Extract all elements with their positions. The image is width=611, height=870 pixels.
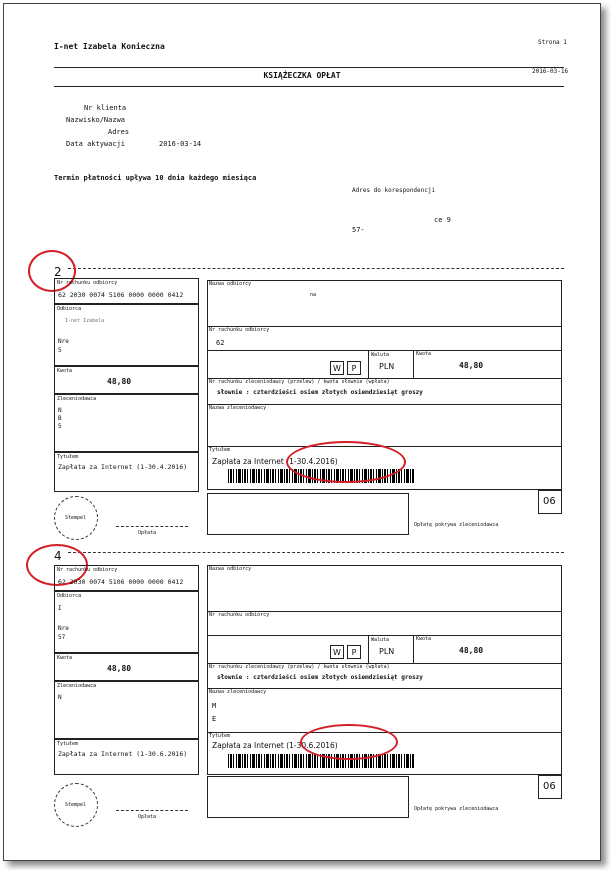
currency-field: [368, 635, 414, 663]
field-label: Odbiorca: [57, 593, 82, 599]
recipient-line3: 5: [58, 347, 62, 354]
field-label: Zleceniodawca: [57, 396, 97, 402]
field-label: Kwota: [416, 636, 432, 642]
annotation-circle: [286, 441, 406, 483]
slip-marker: 4: [54, 549, 62, 563]
payer-line3: 5: [58, 423, 62, 430]
field-label: Nr rachunku zleceniodawcy (przelew) / kwota słownie (wpłata): [209, 664, 390, 670]
recipient-name-value: na: [310, 292, 317, 298]
field-label: Zleceniodawca: [57, 683, 97, 689]
amount-in-words: słownie : czterdzieści osiem złotych osiemdziesiąt groszy: [217, 389, 423, 396]
fee-label: Opłata: [138, 530, 157, 536]
document-page: [3, 3, 601, 861]
right-amount-value: 48,80: [459, 361, 484, 370]
left-account-number: 62 2030 0074 5106 0000 0000 0412: [58, 578, 184, 586]
field-label: Kwota: [416, 351, 432, 357]
title-value: Zapłata za Internet (1-30.4.2016): [58, 463, 188, 471]
amount-value: 48,80: [107, 664, 132, 673]
amount-field: [54, 366, 199, 394]
field-label: Nazwa zleceniodawcy: [209, 405, 267, 411]
field-label: Nazwa odbiorcy: [209, 566, 252, 572]
recipient-field: [54, 304, 199, 366]
slip-marker: 2: [54, 265, 62, 279]
header-rule: [54, 67, 564, 68]
field-label: Waluta: [371, 352, 390, 358]
payer-line2: B: [58, 415, 62, 422]
right-title-value: Zapłata za Internet (1-30.6.2016): [212, 741, 338, 750]
field-label: Nr rachunku zleceniodawcy (przelew) / kwota słownie (wpłata): [209, 379, 390, 385]
document-title: KSIĄŻECZKA OPŁAT: [263, 71, 341, 80]
p-box: P: [347, 361, 361, 375]
field-label: Nr rachunku odbiorcy: [209, 327, 270, 333]
title-value: Zapłata za Internet (1-30.6.2016): [58, 750, 188, 758]
fee-line: [116, 526, 188, 527]
p-box: P: [347, 645, 361, 659]
field-label: Nr rachunku odbiorcy: [209, 612, 270, 618]
payer-line1: N: [58, 694, 62, 701]
recipient-line1: I: [58, 605, 62, 612]
left-account-field: [54, 278, 199, 304]
right-title-value: Zapłata za Internet (1-30.4.2016): [212, 457, 338, 466]
field-label: Waluta: [371, 637, 390, 643]
recipient-field: [54, 591, 199, 653]
currency-value: PLN: [379, 647, 395, 656]
field-label: Nazwa odbiorcy: [209, 281, 252, 287]
field-label: Kwota: [57, 655, 73, 661]
corner-number: 06: [543, 496, 556, 507]
corner-number-box: [538, 775, 562, 799]
right-payer-line2: E: [212, 715, 217, 723]
recipient-line3: 57: [58, 634, 66, 641]
left-account-field: [54, 565, 199, 591]
activation-date: 2016-03-14: [159, 140, 202, 148]
fee-label: Opłata: [138, 814, 157, 820]
company-name: I-net Izabela Konieczna: [54, 42, 165, 51]
corner-number: 06: [543, 781, 556, 792]
w-box: W: [330, 645, 344, 659]
recipient-line2: Nre: [58, 625, 69, 632]
fee-note: Opłatę pokrywa zleceniodawca: [414, 806, 499, 812]
activation-label: Data aktywacji: [66, 140, 126, 148]
page-number: Strona 1: [538, 39, 567, 46]
title-rule: [54, 86, 564, 87]
field-label: Nr rachunku odbiorcy: [57, 567, 118, 573]
fee-note: Opłatę pokrywa zleceniodawca: [414, 522, 499, 528]
field-label: Odbiorca: [57, 306, 82, 312]
cut-line: [68, 268, 564, 269]
title-field: [54, 452, 199, 492]
cut-line: [68, 552, 564, 553]
recipient-line2: Nre: [58, 338, 69, 345]
recipient-line1: I-net Izabela: [65, 318, 105, 324]
w-box: W: [330, 361, 344, 375]
payer-field: [54, 394, 199, 452]
field-label: Nazwa zleceniodawcy: [209, 689, 267, 695]
left-account-number: 62 2030 0074 5106 0000 0000 0412: [58, 291, 184, 299]
stamp-label: Stempel: [65, 515, 87, 521]
amount-value: 48,80: [107, 377, 132, 386]
annotation-circle: [300, 724, 398, 760]
fee-line: [116, 810, 188, 811]
correspondence-label: Adres do korespondencji: [352, 187, 436, 194]
currency-field: [368, 350, 414, 378]
document-date: 2016-03-16: [532, 68, 569, 75]
field-label: Tytułem: [57, 741, 79, 747]
field-label: Tytułem: [57, 454, 79, 460]
client-name-label: Nazwisko/Nazwa: [66, 116, 126, 124]
client-number-label: Nr klienta: [84, 104, 127, 112]
field-label: Kwota: [57, 368, 73, 374]
right-account-value: 62: [216, 339, 225, 347]
stamp-label: Stempel: [65, 802, 87, 808]
amount-in-words: słownie : czterdzieści osiem złotych osiemdziesiąt groszy: [217, 674, 423, 681]
corner-number-box: [538, 490, 562, 514]
client-address-label: Adres: [108, 128, 130, 136]
currency-value: PLN: [379, 362, 395, 371]
correspondence-line2: 57-: [352, 226, 365, 234]
right-amount-value: 48,80: [459, 646, 484, 655]
payment-deadline-note: Termin płatności upływa 10 dnia każdego miesiąca: [54, 174, 257, 182]
title-field: [54, 739, 199, 775]
payer-line1: N: [58, 407, 62, 414]
field-label: Tytułem: [209, 733, 231, 739]
correspondence-line1: ce 9: [434, 216, 451, 224]
right-payer-line1: M: [212, 702, 217, 710]
field-label: Nr rachunku odbiorcy: [57, 280, 118, 286]
payer-field: [54, 681, 199, 739]
fee-box: [207, 493, 409, 535]
field-label: Tytułem: [209, 447, 231, 453]
amount-field: [54, 653, 199, 681]
fee-box: [207, 776, 409, 818]
